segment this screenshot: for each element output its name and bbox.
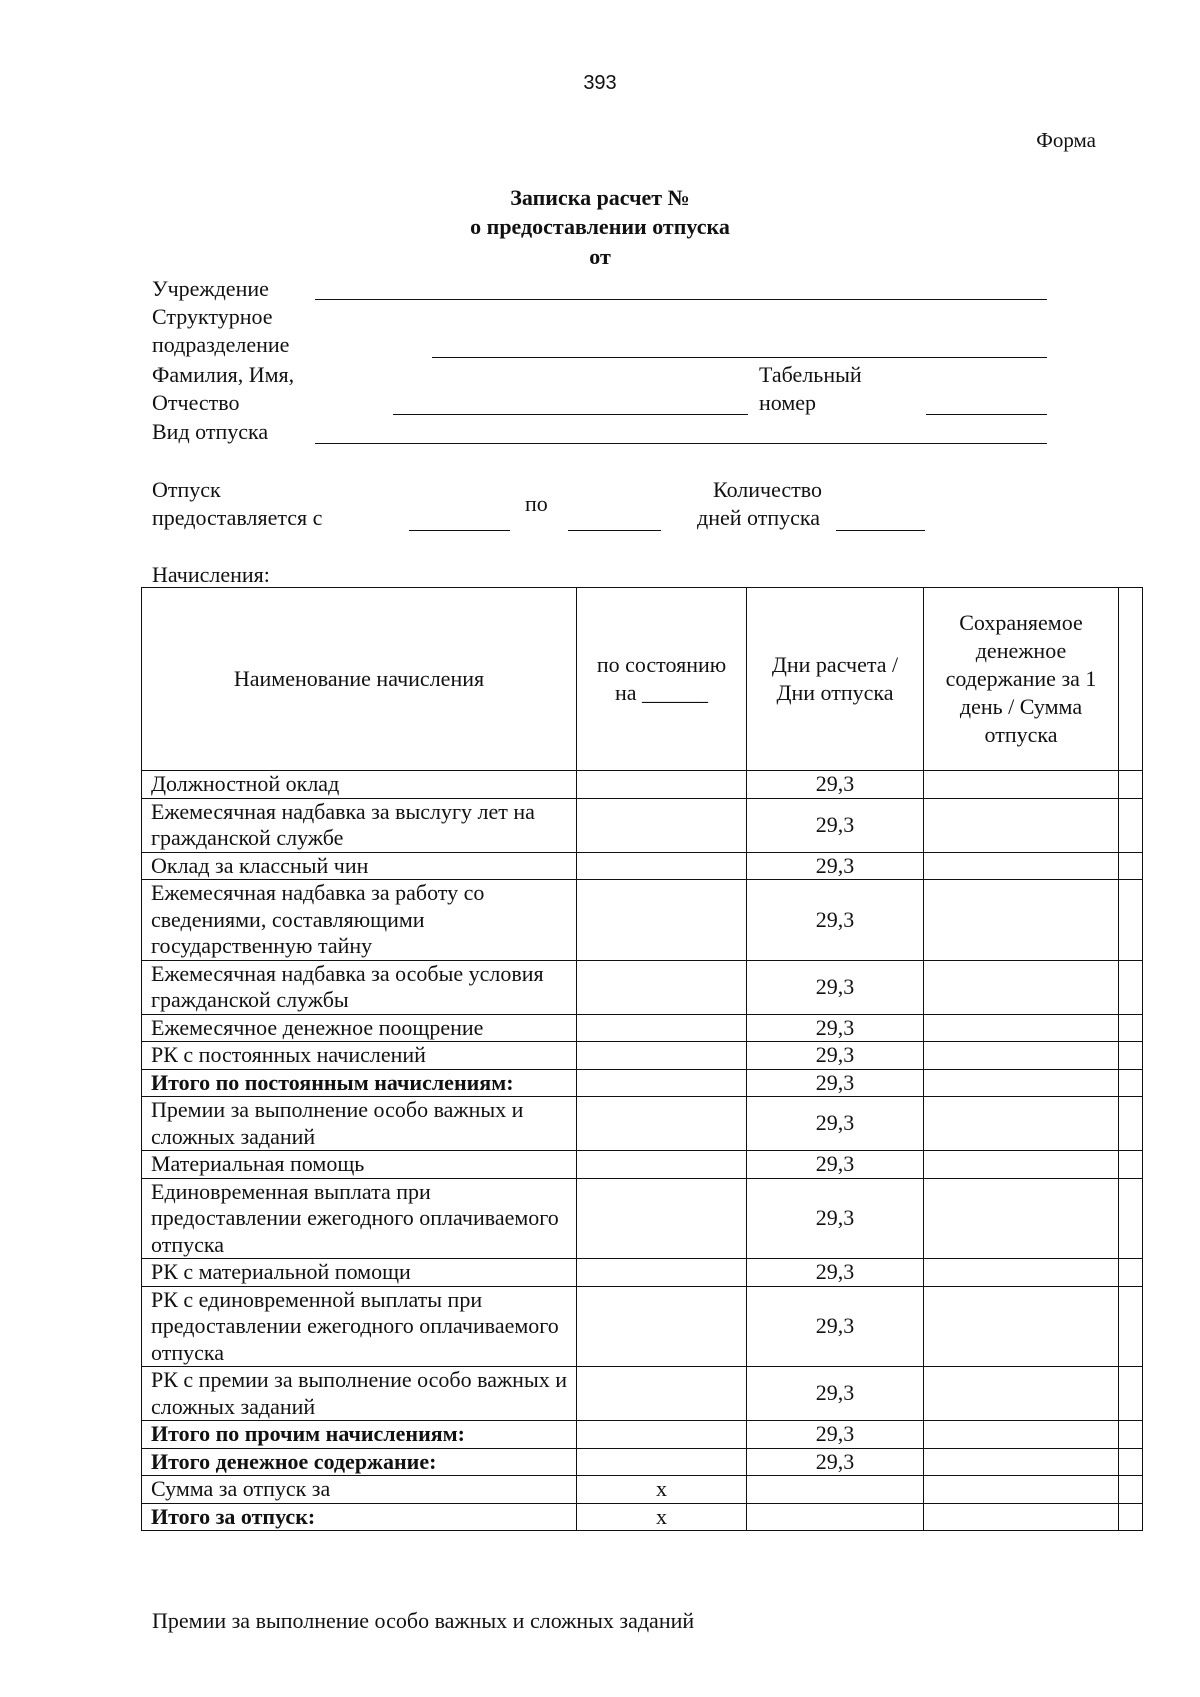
table-row (142, 1151, 1143, 1179)
table-row (142, 1448, 1143, 1476)
row-extra (1119, 1069, 1143, 1097)
form-label: Форма (1036, 128, 1096, 152)
row-salary[interactable] (924, 1421, 1119, 1449)
structural-unit-field[interactable] (432, 357, 1047, 358)
days-count-label-2: дней отпуска (697, 505, 820, 530)
row-days: 29,3 (747, 1367, 924, 1421)
header-as-of: по состоянию на ______ (577, 588, 747, 771)
row-days: 29,3 (747, 1014, 924, 1042)
row-days: 29,3 (747, 1448, 924, 1476)
row-days: 29,3 (747, 798, 924, 852)
leave-type-label: Вид отпуска (152, 419, 269, 444)
header-extra (1119, 588, 1143, 771)
row-extra (1119, 1259, 1143, 1287)
table-row (142, 1286, 1143, 1367)
leave-to-field[interactable] (568, 530, 661, 531)
tab-number-field[interactable] (926, 414, 1047, 415)
row-salary[interactable] (924, 1178, 1119, 1259)
row-salary[interactable] (924, 1448, 1119, 1476)
accruals-label: Начисления: (152, 562, 270, 587)
row-extra (1119, 1448, 1143, 1476)
table-row (142, 1014, 1143, 1042)
row-as-of[interactable] (577, 1097, 747, 1151)
header-salary: Сохраняемое денежное содержание за 1 день / Сумма отпуска (924, 588, 1119, 771)
row-extra (1119, 1178, 1143, 1259)
row-as-of[interactable] (577, 1178, 747, 1259)
row-as-of[interactable]: х (577, 1476, 747, 1504)
row-name: Должностной оклад (142, 771, 577, 799)
row-salary[interactable] (924, 1259, 1119, 1287)
row-extra (1119, 1097, 1143, 1151)
row-days: 29,3 (747, 880, 924, 961)
table-row (142, 1476, 1143, 1504)
row-salary[interactable] (924, 1014, 1119, 1042)
row-days: 29,3 (747, 1097, 924, 1151)
row-salary[interactable] (924, 1042, 1119, 1070)
row-as-of[interactable] (577, 1286, 747, 1367)
full-name-label-2: Отчество (152, 390, 240, 415)
row-salary[interactable] (924, 1097, 1119, 1151)
row-salary[interactable] (924, 880, 1119, 961)
row-name: Материальная помощь (142, 1151, 577, 1179)
row-as-of[interactable] (577, 798, 747, 852)
row-extra (1119, 960, 1143, 1014)
table-row (142, 1503, 1143, 1531)
days-count-field[interactable] (836, 530, 925, 531)
row-days: 29,3 (747, 1178, 924, 1259)
row-as-of[interactable] (577, 880, 747, 961)
row-salary[interactable] (924, 960, 1119, 1014)
row-name: РК с премии за выполнение особо важных и сложных заданий (142, 1367, 577, 1421)
row-name: Единовременная выплата при предоставлении ежегодного оплачиваемого отпуска (142, 1178, 577, 1259)
leave-type-field[interactable] (315, 443, 1047, 444)
row-extra (1119, 1476, 1143, 1504)
table-row (142, 798, 1143, 852)
row-salary[interactable] (924, 798, 1119, 852)
row-extra (1119, 798, 1143, 852)
row-as-of[interactable] (577, 1069, 747, 1097)
row-as-of[interactable] (577, 1367, 747, 1421)
row-name: Ежемесячная надбавка за работу со сведениями, составляющими государственную тайну (142, 880, 577, 961)
footer-note: Премии за выполнение особо важных и сложных заданий (152, 1608, 695, 1633)
row-extra (1119, 1503, 1143, 1531)
row-as-of[interactable] (577, 1259, 747, 1287)
row-days: 29,3 (747, 771, 924, 799)
institution-label: Учреждение (152, 276, 269, 301)
row-extra (1119, 1014, 1143, 1042)
row-name: Премии за выполнение особо важных и сложных заданий (142, 1097, 577, 1151)
row-extra (1119, 1151, 1143, 1179)
row-as-of[interactable] (577, 960, 747, 1014)
table-row (142, 771, 1143, 799)
table-header-row (142, 588, 1143, 771)
row-days (747, 1503, 924, 1531)
structural-unit-label-2: подразделение (152, 332, 290, 357)
row-name: Ежемесячное денежное поощрение (142, 1014, 577, 1042)
row-days: 29,3 (747, 1042, 924, 1070)
row-name: Ежемесячная надбавка за выслугу лет на гражданской службе (142, 798, 577, 852)
row-as-of[interactable] (577, 1014, 747, 1042)
row-salary[interactable] (924, 1151, 1119, 1179)
leave-from-field[interactable] (409, 530, 510, 531)
row-salary[interactable] (924, 771, 1119, 799)
row-as-of[interactable] (577, 852, 747, 880)
row-salary[interactable] (924, 1286, 1119, 1367)
row-days: 29,3 (747, 960, 924, 1014)
header-days: Дни расчета / Дни отпуска (747, 588, 924, 771)
row-name: РК с единовременной выплаты при предоставлении ежегодного оплачиваемого отпуска (142, 1286, 577, 1367)
leave-from-label-1: Отпуск (152, 477, 221, 502)
row-name: Сумма за отпуск за (142, 1476, 577, 1504)
row-name: Ежемесячная надбавка за особые условия гражданской службы (142, 960, 577, 1014)
table-row (142, 1421, 1143, 1449)
row-salary[interactable] (924, 1476, 1119, 1504)
row-extra (1119, 1421, 1143, 1449)
row-name: Итого денежное содержание: (142, 1448, 577, 1476)
row-salary[interactable] (924, 1503, 1119, 1531)
row-days: 29,3 (747, 1259, 924, 1287)
row-extra (1119, 771, 1143, 799)
row-name: Итого по прочим начислениям: (142, 1421, 577, 1449)
row-extra (1119, 1042, 1143, 1070)
row-as-of[interactable]: х (577, 1503, 747, 1531)
table-row (142, 960, 1143, 1014)
doc-title-line2: о предоставлении отпуска (470, 214, 730, 239)
row-days (747, 1476, 924, 1504)
table-row (142, 852, 1143, 880)
full-name-field[interactable] (393, 414, 748, 415)
leave-to-label: по (525, 491, 548, 516)
row-name: РК с постоянных начислений (142, 1042, 577, 1070)
row-days: 29,3 (747, 852, 924, 880)
row-days: 29,3 (747, 1286, 924, 1367)
leave-from-label-2: предоставляется с (152, 505, 323, 530)
row-salary[interactable] (924, 1367, 1119, 1421)
table-row (142, 1069, 1143, 1097)
doc-title-line3: от (589, 244, 611, 269)
row-name: РК с материальной помощи (142, 1259, 577, 1287)
row-as-of[interactable] (577, 1151, 747, 1179)
row-salary[interactable] (924, 852, 1119, 880)
table-row (142, 1178, 1143, 1259)
table-row (142, 880, 1143, 961)
row-name: Итого за отпуск: (142, 1503, 577, 1531)
row-days: 29,3 (747, 1151, 924, 1179)
row-as-of[interactable] (577, 1448, 747, 1476)
full-name-label-1: Фамилия, Имя, (152, 362, 295, 387)
row-name: Итого по постоянным начислениям: (142, 1069, 577, 1097)
tab-number-label-1: Табельный (759, 362, 862, 387)
days-count-label-1: Количество (713, 477, 823, 502)
header-name: Наименование начисления (142, 588, 577, 771)
row-salary[interactable] (924, 1069, 1119, 1097)
accruals-table (141, 587, 1143, 1531)
row-as-of[interactable] (577, 771, 747, 799)
row-extra (1119, 852, 1143, 880)
row-extra (1119, 1367, 1143, 1421)
row-name: Оклад за классный чин (142, 852, 577, 880)
table-row (142, 1097, 1143, 1151)
table-row (142, 1259, 1143, 1287)
structural-unit-label-1: Структурное (152, 304, 273, 329)
row-extra (1119, 880, 1143, 961)
doc-title-line1: Записка расчет № (510, 185, 690, 210)
table-row (142, 1042, 1143, 1070)
tab-number-label-2: номер (759, 390, 817, 415)
table-row (142, 1367, 1143, 1421)
row-as-of[interactable] (577, 1042, 747, 1070)
row-days: 29,3 (747, 1069, 924, 1097)
row-as-of[interactable] (577, 1421, 747, 1449)
page-number: 393 (583, 72, 617, 94)
row-days: 29,3 (747, 1421, 924, 1449)
institution-field[interactable] (315, 299, 1047, 300)
row-extra (1119, 1286, 1143, 1367)
